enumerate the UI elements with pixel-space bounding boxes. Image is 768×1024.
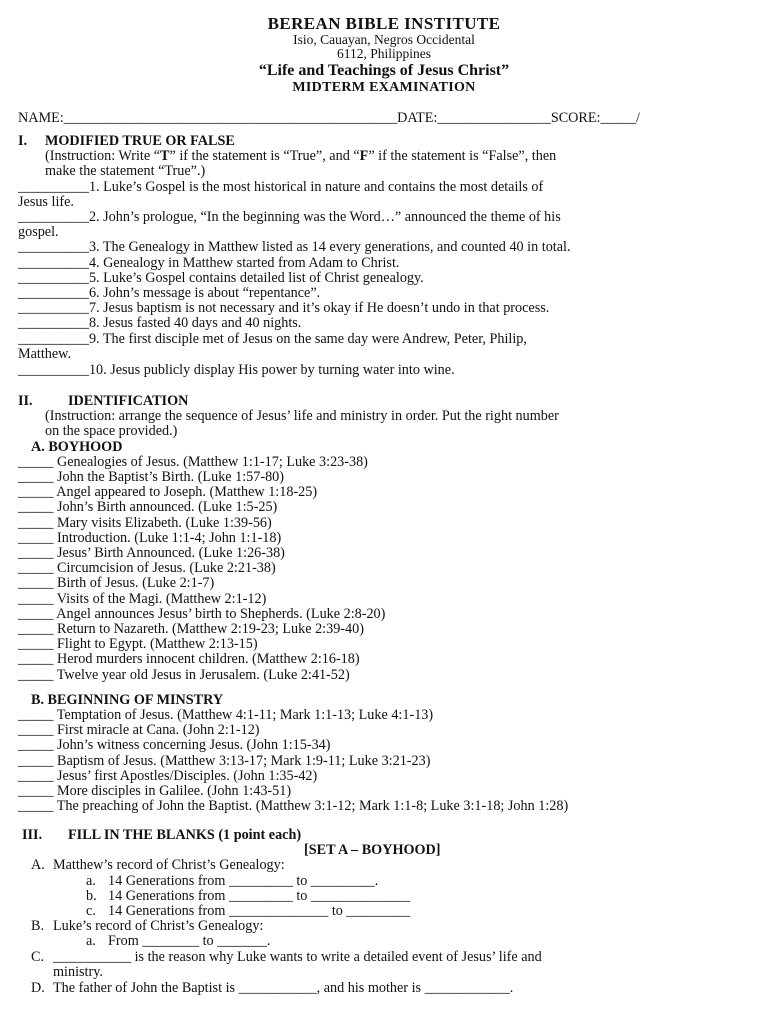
fill-item-a-letter: A. [31, 857, 45, 874]
section-2-heading [18, 394, 753, 409]
exam-title: MIDTERM EXAMINATION [292, 80, 476, 95]
fill-item-c-text: ___________ is the reason why Luke wants to write a detailed event of Jesus’ life and [53, 948, 542, 965]
fill-subitem [22, 934, 757, 949]
fill-subitem [22, 904, 757, 919]
section-3-number: III. [22, 827, 43, 843]
score-field[interactable]: SCORE:_____/ [550, 110, 640, 126]
ministry-item: _____ The preaching of John the Baptist. (Matthew 3:1-12; Mark 1:1-8; Luke 3:1-18; John 1:28) [18, 798, 569, 815]
instr-text-3: ” if the statement is “False”, then [368, 148, 557, 165]
section-1-heading [18, 134, 753, 149]
boyhood-heading: A. BOYHOOD [31, 438, 123, 455]
ministry-item: _____ John’s witness concerning Jesus. (John 1:15-34) [18, 737, 331, 754]
fill-subitem-text: 14 Generations from _________ to ______________ [108, 887, 411, 904]
boyhood-item: _____ Angel appeared to Joseph. (Matthew 1:18-25) [18, 484, 318, 501]
fill-item-d-letter: D. [31, 980, 45, 997]
student-info-line [18, 111, 640, 126]
fill-subitem-text: 14 Generations from _________ to _________. [108, 872, 379, 889]
fill-item-b [22, 919, 757, 934]
fill-item-d-text: The father of John the Baptist is ___________, and his mother is ____________. [53, 980, 514, 997]
section-1-instruction [18, 149, 753, 164]
fill-item-a-text: Matthew’s record of Christ’s Genealogy: [53, 857, 285, 874]
ministry-heading: B. BEGINNING OF MINSTRY [31, 691, 224, 708]
section-2-instruction: (Instruction: arrange the sequence of Jesus’ life and ministry in order. Put the right number [45, 408, 559, 425]
ministry-item: _____ Baptism of Jesus. (Matthew 3:13-17; Mark 1:9-11; Luke 3:21-23) [18, 752, 431, 769]
ministry-item: _____ Temptation of Jesus. (Matthew 4:1-11; Mark 1:1-13; Luke 4:1-13) [18, 707, 434, 724]
tf-line: __________3. The Genealogy in Matthew listed as 14 every generations, and counted 40 in total. [18, 239, 571, 256]
boyhood-item: _____ Circumcision of Jesus. (Luke 2:21-38) [18, 560, 276, 577]
boyhood-item: _____ Angel announces Jesus’ birth to Shepherds. (Luke 2:8-20) [18, 605, 386, 622]
ministry-item: _____ Jesus’ first Apostles/Disciples. (John 1:35-42) [18, 767, 318, 784]
tf-line: __________7. Jesus baptism is not necessary and it’s okay if He doesn’t undo in that process. [18, 300, 550, 317]
boyhood-item: _____ Visits of the Magi. (Matthew 2:1-12) [18, 590, 267, 607]
section-3-heading [22, 828, 757, 843]
section-1-title: MODIFIED TRUE OR FALSE [45, 133, 235, 149]
boyhood-item: _____ Genealogies of Jesus. (Matthew 1:1-17; Luke 3:23-38) [18, 453, 368, 470]
course-title: “Life and Teachings of Jesus Christ” [258, 62, 510, 79]
date-field[interactable]: DATE:________________ [397, 110, 551, 126]
name-field[interactable]: NAME:_______________________________________________ [18, 110, 398, 126]
section-2-title: IDENTIFICATION [68, 393, 189, 409]
boyhood-item: _____ Mary visits Elizabeth. (Luke 1:39-56) [18, 514, 272, 531]
section-fill-blanks [22, 828, 757, 996]
boyhood-item: _____ Jesus’ Birth Announced. (Luke 1:26-38) [18, 545, 285, 562]
boyhood-item: _____ John’s Birth announced. (Luke 1:5-25) [18, 499, 278, 516]
instr-text-1: (Instruction: Write “ [45, 148, 160, 165]
boyhood-item: _____ Birth of Jesus. (Luke 2:1-7) [18, 575, 215, 592]
section-true-false [18, 134, 753, 378]
fill-item-a [22, 858, 757, 873]
tf-line: __________8. Jesus fasted 40 days and 40 nights. [18, 315, 302, 332]
fill-item-c-cont: ministry. [53, 963, 103, 980]
fill-item-c [22, 950, 757, 965]
header [0, 15, 768, 96]
boyhood-item: _____ Twelve year old Jesus in Jerusalem. (Luke 2:41-52) [18, 666, 350, 683]
boyhood-item: _____ John the Baptist’s Birth. (Luke 1:57-80) [18, 469, 284, 486]
tf-line: __________2. John’s prologue, “In the beginning was the Word…” announced the theme of his [18, 209, 561, 226]
fill-subitem-letter: a. [86, 872, 96, 889]
instr-text-2: ” if the statement is “True”, and “ [169, 148, 360, 165]
fill-item-c-letter: C. [31, 948, 45, 965]
fill-subitem-text: 14 Generations from ______________ to _________ [108, 903, 411, 920]
tf-line: __________6. John’s message is about “repentance”. [18, 285, 321, 302]
ministry-item: _____ First miracle at Cana. (John 2:1-12) [18, 722, 260, 739]
fill-subitem-letter: b. [86, 887, 97, 904]
tf-line: __________10. Jesus publicly display His power by turning water into wine. [18, 362, 455, 379]
set-label: [SET A – BOYHOOD] [304, 842, 441, 859]
school-name: BEREAN BIBLE INSTITUTE [267, 14, 501, 33]
fill-subitem-text: From ________ to _______. [108, 933, 271, 950]
section-2-instruction-cont: on the space provided.) [45, 423, 178, 440]
fill-item-b-text: Luke’s record of Christ’s Genealogy: [53, 918, 264, 935]
tf-line: __________5. Luke’s Gospel contains detailed list of Christ genealogy. [18, 269, 424, 286]
fill-item-d [22, 981, 757, 996]
tf-line: Jesus life. [18, 193, 74, 210]
fill-subitem [22, 874, 757, 889]
ministry-item: _____ More disciples in Galilee. (John 1:43-51) [18, 783, 292, 800]
tf-line: __________1. Luke’s Gospel is the most historical in nature and contains the most details of [18, 178, 544, 195]
boyhood-item: _____ Flight to Egypt. (Matthew 2:13-15) [18, 636, 258, 653]
boyhood-item: _____ Introduction. (Luke 1:1-4; John 1:1-18) [18, 529, 282, 546]
section-1-number: I. [18, 133, 28, 149]
fill-item-b-letter: B. [31, 918, 45, 935]
instr-true-letter: T [160, 148, 170, 165]
boyhood-item: _____ Herod murders innocent children. (Matthew 2:16-18) [18, 651, 360, 668]
section-1-instruction-cont: make the statement “True”.) [45, 163, 206, 180]
fill-subitem-letter: a. [86, 933, 96, 950]
tf-line: gospel. [18, 224, 59, 241]
school-address-line1: Isio, Cauayan, Negros Occidental [293, 32, 475, 47]
tf-line: Matthew. [18, 345, 72, 362]
instr-false-letter: F [359, 148, 369, 165]
tf-line: __________9. The first disciple met of Jesus on the same day were Andrew, Peter, Philip, [18, 330, 527, 347]
section-3-title: FILL IN THE BLANKS (1 point each) [68, 827, 302, 843]
fill-subitem [22, 889, 757, 904]
section-identification [18, 394, 753, 814]
section-2-number: II. [18, 393, 33, 409]
fill-subitem-letter: c. [86, 903, 96, 920]
boyhood-item: _____ Return to Nazareth. (Matthew 2:19-23; Luke 2:39-40) [18, 621, 364, 638]
tf-line: __________4. Genealogy in Matthew started from Adam to Christ. [18, 254, 400, 271]
school-address-line2: 6112, Philippines [336, 46, 431, 61]
